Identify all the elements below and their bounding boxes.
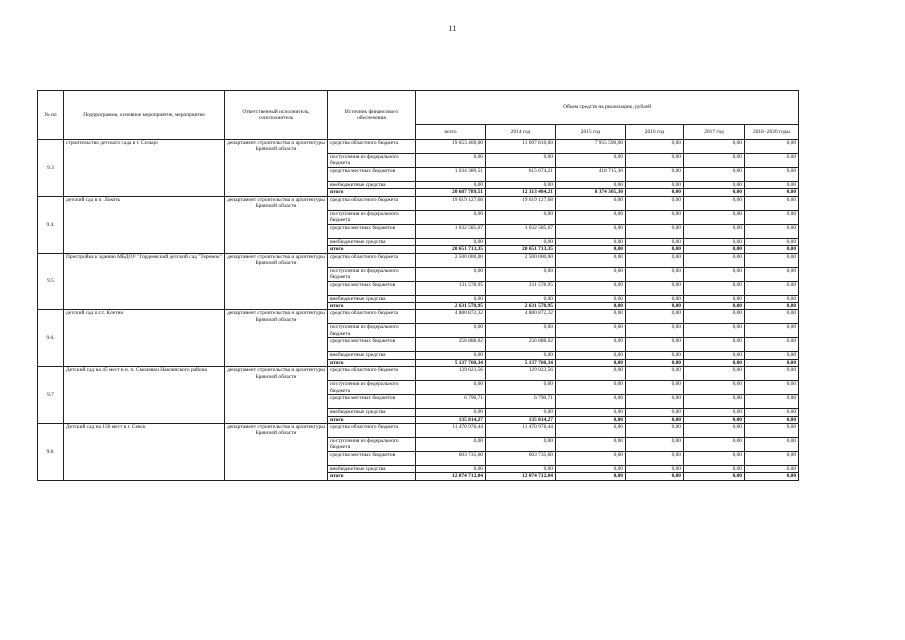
amount-cell: 0,00	[684, 324, 745, 338]
amount-cell: 0,00	[626, 416, 684, 423]
amount-cell: 0,00	[684, 154, 745, 168]
amount-cell: 129 023,56	[416, 367, 486, 381]
amount-cell: 2 631 578,95	[486, 303, 556, 310]
amount-cell: 0,00	[684, 189, 745, 196]
amount-cell: 5 137 760,34	[416, 359, 486, 366]
amount-cell: 0,00	[556, 182, 626, 189]
amount-cell: 0,00	[626, 303, 684, 310]
amount-cell: 0,00	[626, 452, 684, 466]
amount-cell: 0,00	[745, 452, 799, 466]
amount-cell: 256 888,02	[416, 338, 486, 352]
amount-cell: 0,00	[684, 424, 745, 438]
amount-cell: 0,00	[745, 310, 799, 324]
funding-source: поступления из федерального бюджета	[328, 267, 416, 281]
amount-cell: 0,00	[684, 303, 745, 310]
amount-cell: 0,00	[556, 395, 626, 409]
amount-cell: 0,00	[556, 473, 626, 480]
amount-cell: 0,00	[626, 246, 684, 253]
header-year: всего	[416, 125, 486, 140]
responsible-executor: департамент строительства и архитектуры Брянской области	[225, 196, 328, 253]
amount-cell: 0,00	[745, 154, 799, 168]
funding-source: поступления из федерального бюджета	[328, 438, 416, 452]
funding-source: поступления из федерального бюджета	[328, 381, 416, 395]
funding-source: средства местных бюджетов	[328, 395, 416, 409]
amount-cell: 0,00	[416, 267, 486, 281]
amount-cell: 0,00	[556, 303, 626, 310]
funding-source: средства областного бюджета	[328, 367, 416, 381]
amount-cell: 0,00	[684, 352, 745, 359]
amount-cell: 0,00	[745, 381, 799, 395]
amount-cell: 0,00	[626, 424, 684, 438]
amount-cell: 0,00	[745, 253, 799, 267]
amount-cell: 0,00	[556, 381, 626, 395]
amount-cell: 20 651 713,35	[486, 246, 556, 253]
amount-cell: 2 631 578,95	[416, 303, 486, 310]
amount-cell: 6 790,71	[486, 395, 556, 409]
amount-cell: 1 032 585,67	[486, 224, 556, 238]
header-year: 2015 год	[556, 125, 626, 140]
amount-cell: 0,00	[745, 281, 799, 295]
amount-cell: 0,00	[556, 466, 626, 473]
amount-cell: 0,00	[626, 381, 684, 395]
amount-cell: 6 790,71	[416, 395, 486, 409]
row-number: 9.6.	[38, 310, 64, 367]
amount-cell: 1 032 585,67	[416, 224, 486, 238]
amount-cell: 0,00	[684, 367, 745, 381]
amount-cell: 0,00	[745, 303, 799, 310]
funding-source: средства областного бюджета	[328, 140, 416, 154]
amount-cell: 0,00	[556, 295, 626, 302]
amount-cell: 0,00	[416, 466, 486, 473]
funding-source: средства областного бюджета	[328, 196, 416, 210]
amount-cell: 0,00	[626, 224, 684, 238]
amount-cell: 0,00	[684, 395, 745, 409]
amount-cell: 0,00	[745, 416, 799, 423]
amount-cell: 135 814,27	[416, 416, 486, 423]
amount-cell: 0,00	[486, 438, 556, 452]
amount-cell: 0,00	[626, 189, 684, 196]
row-number: 9.3	[38, 140, 64, 197]
responsible-executor: департамент строительства и архитектуры Брянской области	[225, 310, 328, 367]
program-name: Пристройка к зданию МБДОУ "Гордеевский детский сад "Теремок"	[64, 253, 225, 310]
funding-source: средства местных бюджетов	[328, 338, 416, 352]
responsible-executor: департамент строительства и архитектуры Брянской области	[225, 424, 328, 481]
amount-cell: 0,00	[684, 210, 745, 224]
amount-cell: 0,00	[416, 438, 486, 452]
header-year: 2017 год	[684, 125, 745, 140]
funding-source: средства местных бюджетов	[328, 281, 416, 295]
amount-cell: 0,00	[684, 416, 745, 423]
funding-source: итого	[328, 303, 416, 310]
amount-cell: 129 023,56	[486, 367, 556, 381]
amount-cell: 0,00	[416, 352, 486, 359]
amount-cell: 0,00	[745, 424, 799, 438]
amount-cell: 0,00	[556, 367, 626, 381]
table-row	[38, 140, 799, 154]
amount-cell: 0,00	[556, 310, 626, 324]
amount-cell: 0,00	[745, 324, 799, 338]
page-number: 11	[448, 24, 457, 33]
funding-source: внебюджетные средства	[328, 409, 416, 416]
funding-source: внебюджетные средства	[328, 238, 416, 245]
amount-cell: 0,00	[556, 210, 626, 224]
amount-cell: 0,00	[486, 352, 556, 359]
amount-cell: 131 578,95	[416, 281, 486, 295]
header-year: 2016 год	[626, 125, 684, 140]
amount-cell: 0,00	[626, 473, 684, 480]
amount-cell: 0,00	[626, 140, 684, 154]
amount-cell: 0,00	[684, 473, 745, 480]
amount-cell: 0,00	[745, 438, 799, 452]
header-num: № пп	[38, 91, 64, 140]
header-responsible: Ответственный исполнитель, соисполнитель	[225, 91, 328, 140]
amount-cell: 0,00	[626, 338, 684, 352]
table-row	[38, 367, 799, 381]
amount-cell: 0,00	[745, 210, 799, 224]
amount-cell: 0,00	[626, 154, 684, 168]
amount-cell: 0,00	[684, 381, 745, 395]
amount-cell: 11 697 810,00	[486, 140, 556, 154]
amount-cell: 0,00	[684, 466, 745, 473]
row-number: 9.5	[38, 253, 64, 310]
amount-cell: 4 880 872,32	[416, 310, 486, 324]
amount-cell: 0,00	[626, 168, 684, 182]
amount-cell: 0,00	[745, 352, 799, 359]
amount-cell: 0,00	[684, 246, 745, 253]
amount-cell: 0,00	[745, 224, 799, 238]
amount-cell: 0,00	[684, 409, 745, 416]
amount-cell: 0,00	[416, 324, 486, 338]
funding-source: итого	[328, 416, 416, 423]
amount-cell: 135 814,27	[486, 416, 556, 423]
row-number: 9.4.	[38, 196, 64, 253]
amount-cell: 0,00	[684, 295, 745, 302]
amount-cell: 0,00	[416, 295, 486, 302]
amount-cell: 0,00	[684, 182, 745, 189]
amount-cell: 0,00	[556, 359, 626, 366]
amount-cell: 603 735,60	[416, 452, 486, 466]
program-name: детский сад в п. Локоть	[64, 196, 225, 253]
responsible-executor: департамент строительства и архитектуры Брянской области	[225, 253, 328, 310]
amount-cell: 0,00	[745, 189, 799, 196]
header-program: Подпрограмма, основное мероприятие, мероприятие	[64, 91, 225, 140]
amount-cell: 0,00	[626, 281, 684, 295]
amount-cell: 0,00	[486, 295, 556, 302]
amount-cell: 0,00	[416, 154, 486, 168]
amount-cell: 256 888,02	[486, 338, 556, 352]
table-row	[38, 310, 799, 324]
amount-cell: 0,00	[626, 438, 684, 452]
funding-source: внебюджетные средства	[328, 352, 416, 359]
amount-cell: 19 619 127,68	[416, 196, 486, 210]
amount-cell: 0,00	[556, 409, 626, 416]
funding-source: средства местных бюджетов	[328, 168, 416, 182]
amount-cell: 0,00	[486, 238, 556, 245]
header-volume: Объем средств на реализацию, рублей	[416, 91, 799, 125]
row-number: 9.8.	[38, 424, 64, 481]
amount-cell: 0,00	[745, 359, 799, 366]
amount-cell: 11 470 976,44	[416, 424, 486, 438]
amount-cell: 0,00	[626, 267, 684, 281]
amount-cell: 0,00	[684, 438, 745, 452]
amount-cell: 0,00	[486, 409, 556, 416]
amount-cell: 4 880 872,32	[486, 310, 556, 324]
amount-cell: 0,00	[684, 310, 745, 324]
funding-source: поступления из федерального бюджета	[328, 324, 416, 338]
funding-source: итого	[328, 189, 416, 196]
amount-cell: 0,00	[684, 267, 745, 281]
amount-cell: 0,00	[745, 168, 799, 182]
amount-cell: 0,00	[745, 295, 799, 302]
table-row	[38, 424, 799, 438]
amount-cell: 615 674,21	[486, 168, 556, 182]
amount-cell: 0,00	[556, 196, 626, 210]
amount-cell: 0,00	[745, 395, 799, 409]
amount-cell: 0,00	[486, 324, 556, 338]
amount-cell: 0,00	[626, 238, 684, 245]
amount-cell: 0,00	[684, 338, 745, 352]
amount-cell: 0,00	[684, 253, 745, 267]
amount-cell: 0,00	[556, 452, 626, 466]
amount-cell: 0,00	[684, 452, 745, 466]
amount-cell: 0,00	[556, 246, 626, 253]
funding-source: внебюджетные средства	[328, 182, 416, 189]
funding-source: средства областного бюджета	[328, 253, 416, 267]
responsible-executor: департамент строительства и архитектуры Брянской области	[225, 367, 328, 424]
amount-cell: 0,00	[684, 196, 745, 210]
amount-cell: 0,00	[626, 210, 684, 224]
amount-cell: 8 374 305,30	[556, 189, 626, 196]
amount-cell: 0,00	[416, 182, 486, 189]
amount-cell: 0,00	[626, 182, 684, 189]
amount-cell: 0,00	[745, 367, 799, 381]
amount-cell: 0,00	[745, 466, 799, 473]
table-row	[38, 196, 799, 210]
amount-cell: 2 500 000,00	[416, 253, 486, 267]
responsible-executor: департамент строительства и архитектуры Брянской области	[225, 140, 328, 197]
funding-source: итого	[328, 359, 416, 366]
amount-cell: 0,00	[745, 246, 799, 253]
funding-source: средства областного бюджета	[328, 310, 416, 324]
header-source: Источник финансового обеспечения	[328, 91, 416, 140]
amount-cell: 20 687 789,51	[416, 189, 486, 196]
amount-cell: 0,00	[684, 281, 745, 295]
amount-cell: 0,00	[486, 182, 556, 189]
amount-cell: 0,00	[626, 352, 684, 359]
header-year: 2018 -2020 годы	[745, 125, 799, 140]
amount-cell: 12 074 712,04	[416, 473, 486, 480]
amount-cell: 0,00	[556, 238, 626, 245]
amount-cell: 0,00	[556, 267, 626, 281]
amount-cell: 5 137 760,34	[486, 359, 556, 366]
amount-cell: 0,00	[416, 210, 486, 224]
amount-cell: 0,00	[556, 424, 626, 438]
amount-cell: 0,00	[486, 154, 556, 168]
amount-cell: 0,00	[626, 409, 684, 416]
funding-source: внебюджетные средства	[328, 295, 416, 302]
amount-cell: 0,00	[745, 140, 799, 154]
funding-source: итого	[328, 473, 416, 480]
amount-cell: 0,00	[684, 238, 745, 245]
amount-cell: 0,00	[416, 381, 486, 395]
amount-cell: 0,00	[486, 267, 556, 281]
funding-source: внебюджетные средства	[328, 466, 416, 473]
amount-cell: 7 955 590,00	[556, 140, 626, 154]
amount-cell: 0,00	[556, 438, 626, 452]
funding-source: средства местных бюджетов	[328, 224, 416, 238]
program-name: Детский сад на 150 мест в г. Севск	[64, 424, 225, 481]
row-number: 9.7	[38, 367, 64, 424]
amount-cell: 0,00	[626, 367, 684, 381]
amount-cell: 0,00	[626, 310, 684, 324]
amount-cell: 0,00	[486, 466, 556, 473]
funding-source: средства областного бюджета	[328, 424, 416, 438]
amount-cell: 0,00	[626, 253, 684, 267]
funding-source: поступления из федерального бюджета	[328, 210, 416, 224]
amount-cell: 0,00	[556, 224, 626, 238]
amount-cell: 0,00	[416, 409, 486, 416]
amount-cell: 0,00	[556, 338, 626, 352]
amount-cell: 0,00	[684, 224, 745, 238]
amount-cell: 0,00	[486, 210, 556, 224]
amount-cell: 0,00	[684, 359, 745, 366]
amount-cell: 0,00	[416, 238, 486, 245]
amount-cell: 1 034 389,51	[416, 168, 486, 182]
amount-cell: 2 500 000,00	[486, 253, 556, 267]
amount-cell: 0,00	[556, 281, 626, 295]
amount-cell: 0,00	[556, 416, 626, 423]
program-name: Детский сад на 45 мест в н. п. Смолевки Навлинского района	[64, 367, 225, 424]
funding-source: итого	[328, 246, 416, 253]
budget-table	[37, 90, 799, 481]
amount-cell: 603 735,60	[486, 452, 556, 466]
amount-cell: 418 715,30	[556, 168, 626, 182]
amount-cell: 131 578,95	[486, 281, 556, 295]
amount-cell: 0,00	[745, 338, 799, 352]
program-name: детский сад п.г.т. Клетня	[64, 310, 225, 367]
amount-cell: 0,00	[745, 238, 799, 245]
amount-cell: 0,00	[626, 395, 684, 409]
amount-cell: 0,00	[486, 381, 556, 395]
funding-source: поступления из федерального бюджета	[328, 154, 416, 168]
amount-cell: 12 313 484,21	[486, 189, 556, 196]
table-body	[38, 140, 799, 481]
funding-source: средства местных бюджетов	[328, 452, 416, 466]
program-name: строительство детского сада в г. Сельцо	[64, 140, 225, 197]
amount-cell: 19 619 127,68	[486, 196, 556, 210]
amount-cell: 0,00	[556, 154, 626, 168]
amount-cell: 20 651 713,35	[416, 246, 486, 253]
amount-cell: 0,00	[745, 182, 799, 189]
amount-cell: 0,00	[626, 196, 684, 210]
amount-cell: 0,00	[556, 352, 626, 359]
amount-cell: 0,00	[626, 466, 684, 473]
amount-cell: 19 653 400,00	[416, 140, 486, 154]
amount-cell: 0,00	[556, 324, 626, 338]
amount-cell: 0,00	[626, 324, 684, 338]
amount-cell: 12 074 712,04	[486, 473, 556, 480]
amount-cell: 0,00	[745, 267, 799, 281]
amount-cell: 0,00	[626, 359, 684, 366]
amount-cell: 0,00	[745, 409, 799, 416]
amount-cell: 0,00	[684, 168, 745, 182]
amount-cell: 0,00	[745, 473, 799, 480]
amount-cell: 0,00	[626, 295, 684, 302]
amount-cell: 0,00	[745, 196, 799, 210]
amount-cell: 11 470 976,44	[486, 424, 556, 438]
header-year: 2014 год	[486, 125, 556, 140]
table-row	[38, 253, 799, 267]
amount-cell: 0,00	[556, 253, 626, 267]
amount-cell: 0,00	[684, 140, 745, 154]
